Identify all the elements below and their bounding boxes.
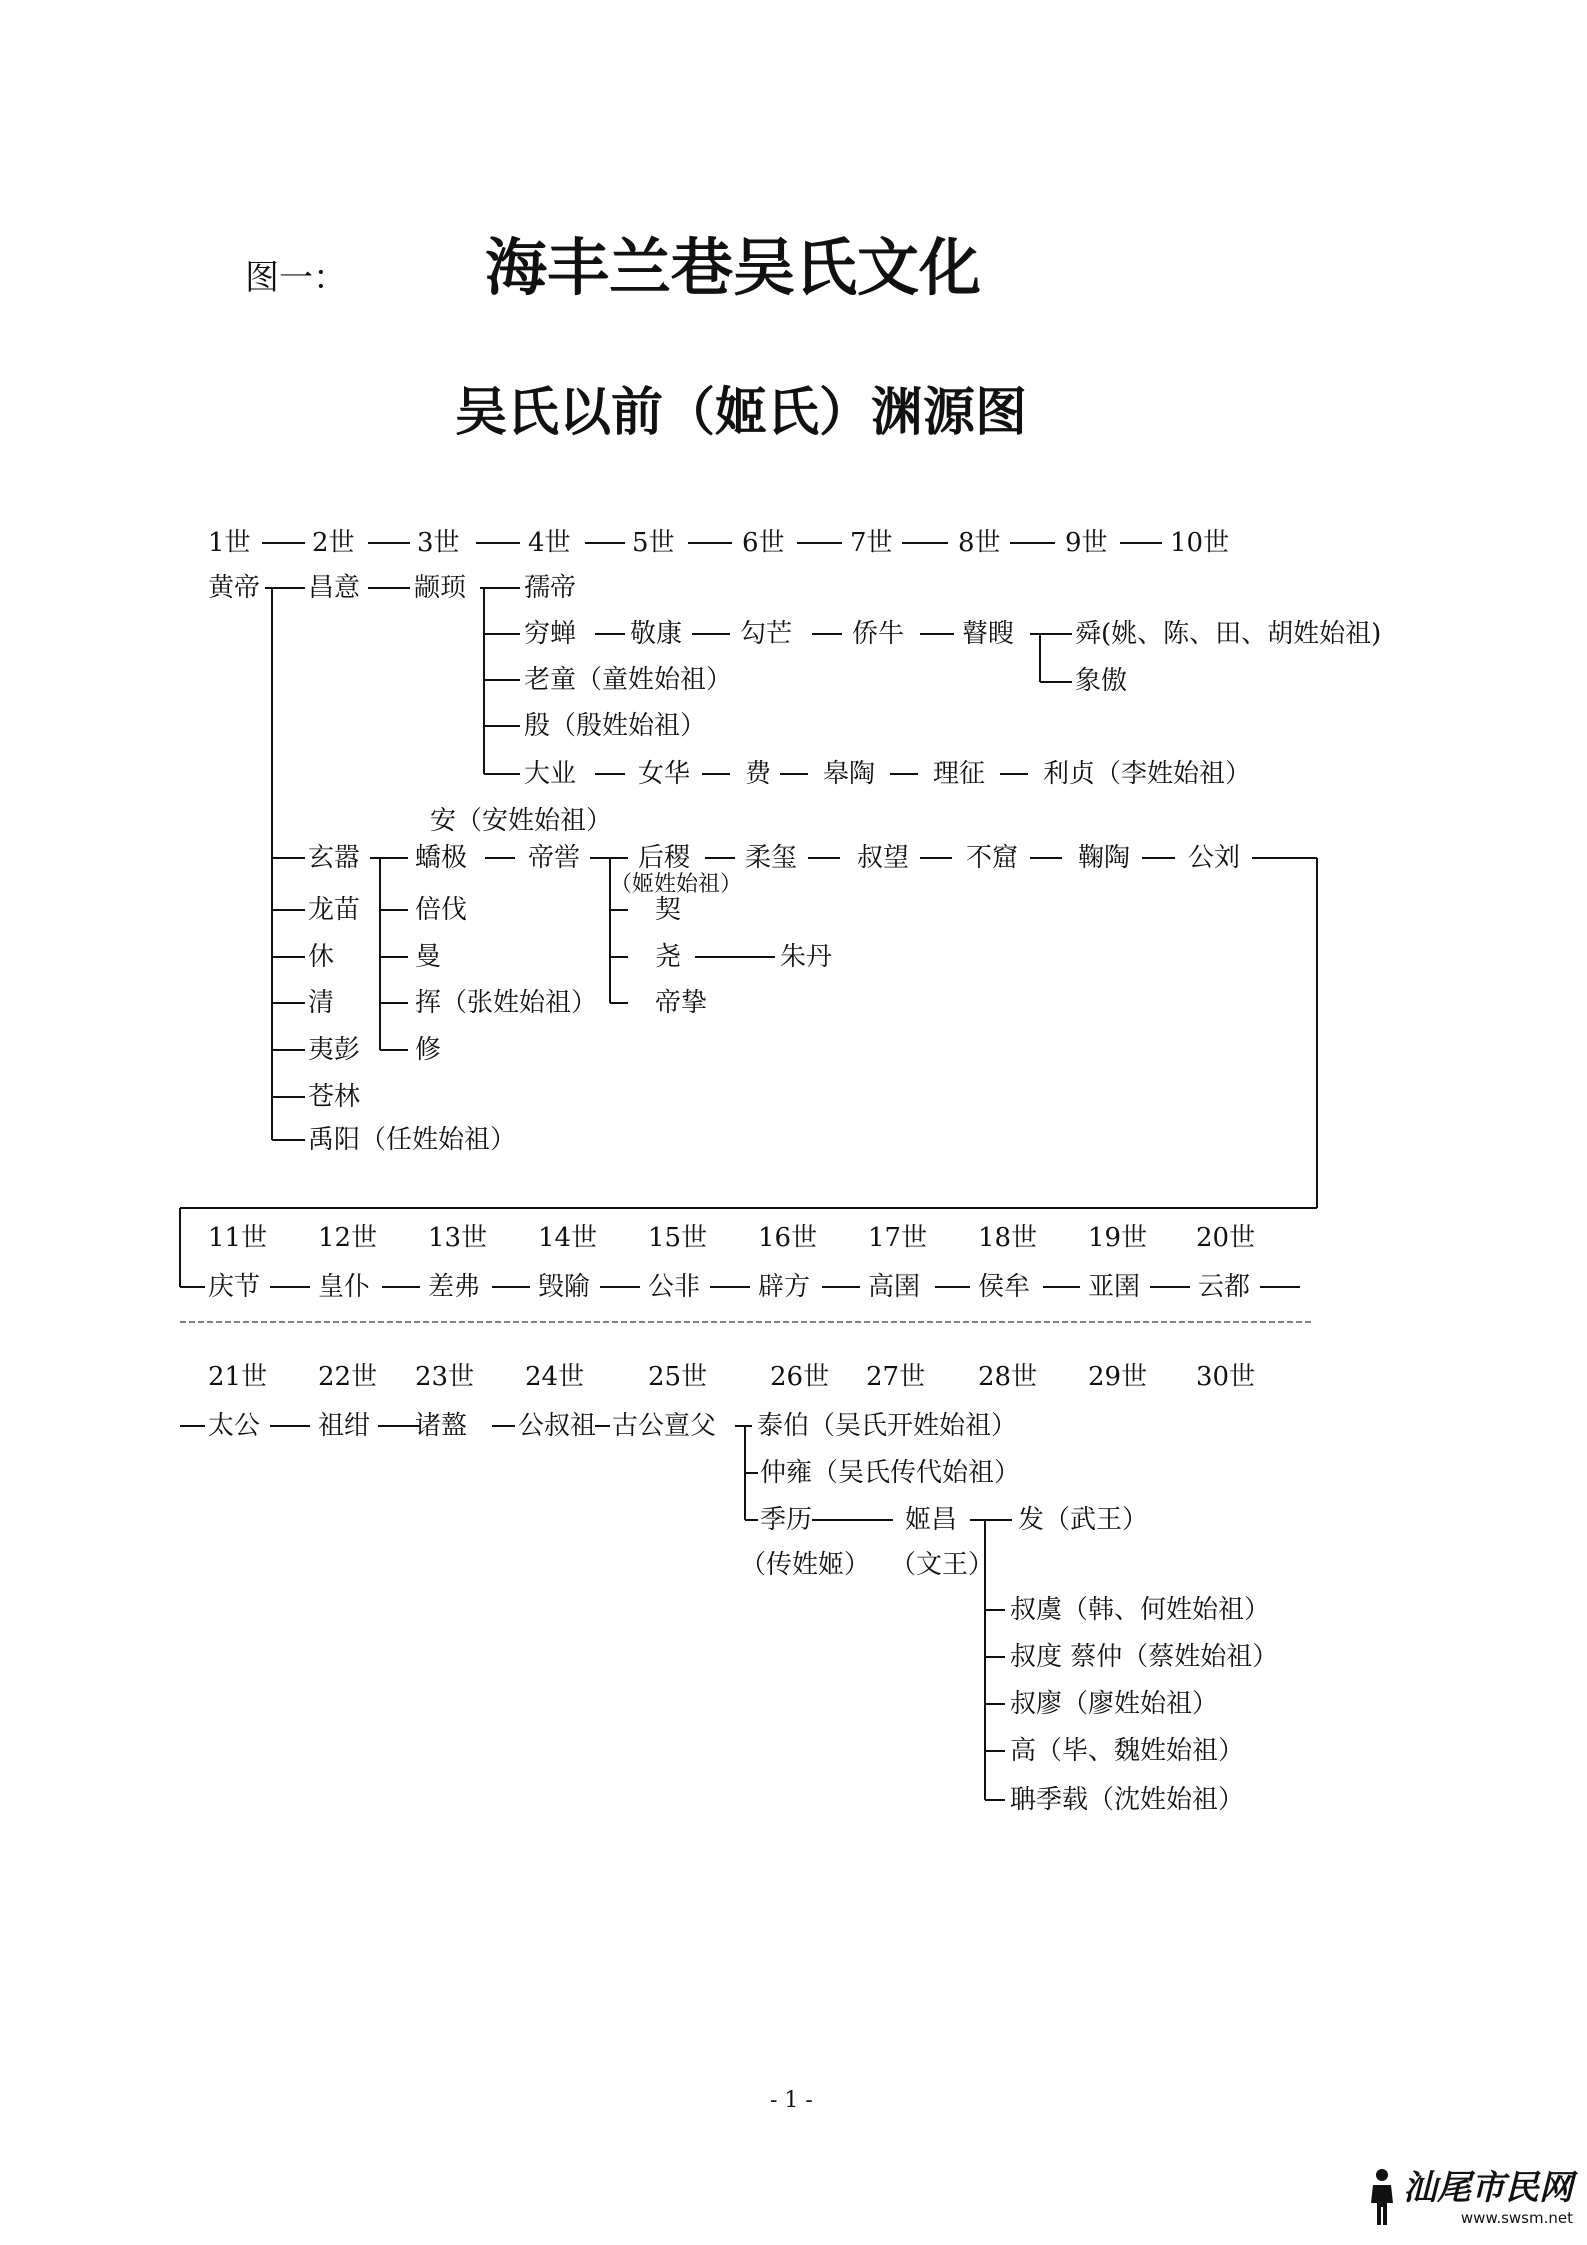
person-node: 庆节 [208, 1272, 261, 1302]
gen-label: 13世 [428, 1223, 488, 1253]
gen-label: 22世 [318, 1362, 378, 1392]
person-node: 帝挚 [655, 988, 708, 1018]
person-node: 费 [745, 759, 772, 789]
person-node: 公叔祖 [518, 1411, 597, 1441]
person-node: 挥（张姓始祖） [415, 988, 598, 1018]
person-node: 朱丹 [780, 942, 833, 972]
gen-label: 17世 [868, 1223, 928, 1253]
person-node: 侨牛 [852, 619, 905, 649]
gen-label: 11世 [208, 1223, 268, 1253]
gen-label: 14世 [538, 1223, 598, 1253]
gen-label: 15世 [648, 1223, 708, 1253]
person-node: 勾芒 [740, 619, 793, 649]
gen-label: 9世 [1065, 528, 1108, 558]
person-node: 敬康 [630, 619, 683, 649]
person-node: 夷彭 [308, 1035, 361, 1065]
person-node: 亚圉 [1088, 1272, 1141, 1302]
figure-label: 图一： [245, 258, 347, 298]
person-node: 姬昌 [905, 1505, 958, 1535]
person-node: 云都 [1198, 1272, 1251, 1302]
person-node: 理征 [933, 759, 986, 789]
person-node: 帝喾 [528, 843, 581, 873]
person-node: 苍林 [308, 1082, 361, 1112]
person-node: 安（安姓始祖） [430, 806, 613, 836]
person-node: 尧 [655, 942, 682, 972]
person-node: 不窟 [966, 843, 1019, 873]
watermark [1365, 2160, 1573, 2227]
page-subtitle: 吴氏以前（姬氏）渊源图 [455, 383, 1028, 443]
gen-label: 3世 [417, 528, 460, 558]
person-node: 曼 [415, 942, 442, 972]
person-node: 侯牟 [978, 1272, 1031, 1302]
gen-label: 5世 [632, 528, 675, 558]
person-node: 女华 [638, 759, 691, 789]
gen-label: 4世 [528, 528, 571, 558]
person-node: 公刘 [1188, 843, 1241, 873]
person-node: 清 [308, 988, 335, 1018]
person-node: 孺帝 [524, 573, 577, 603]
person-node: 泰伯（吴氏开姓始祖） [757, 1411, 1018, 1441]
person-node: 仲雍（吴氏传代始祖） [760, 1458, 1021, 1488]
gen-label: 2世 [312, 528, 355, 558]
person-node: 舜(姚、陈、田、胡姓始祖) [1075, 619, 1382, 649]
person-node: 象傲 [1075, 666, 1128, 696]
person-node: 发（武王） [1018, 1505, 1149, 1535]
person-node: 古公亶父 [612, 1411, 717, 1441]
gen-label: 23世 [415, 1362, 475, 1392]
gen-label: 18世 [978, 1223, 1038, 1253]
person-node: 鞠陶 [1078, 843, 1131, 873]
person-node: 叔廖（廖姓始祖） [1010, 1689, 1219, 1719]
gen-label: 8世 [958, 528, 1001, 558]
person-note: （姬姓始祖） [610, 872, 743, 897]
gen-label: 25世 [648, 1362, 708, 1392]
person-node: 柔玺 [745, 843, 798, 873]
person-note: （传姓姬） [740, 1550, 871, 1580]
person-node: 黄帝 [208, 573, 261, 603]
person-node: 季历 [760, 1505, 813, 1535]
person-node: 颛顼 [414, 573, 467, 603]
person-node: 昌意 [308, 573, 361, 603]
gen-label: 6世 [742, 528, 785, 558]
gen-label: 16世 [758, 1223, 818, 1253]
person-node: 辟方 [758, 1272, 811, 1302]
person-node: 修 [415, 1035, 442, 1065]
person-node: 契 [655, 895, 682, 925]
person-node: 毁隃 [538, 1272, 591, 1302]
person-node: 差弗 [428, 1272, 481, 1302]
person-node: 利贞（李姓始祖） [1043, 759, 1252, 789]
gen-label: 24世 [525, 1362, 585, 1392]
gen-label: 27世 [866, 1362, 926, 1392]
person-node: 皇仆 [318, 1272, 371, 1302]
person-node: 高圉 [868, 1272, 921, 1302]
person-node: 禹阳（任姓始祖） [308, 1125, 517, 1155]
gen-label: 29世 [1088, 1362, 1148, 1392]
person-node: 后稷 [638, 843, 691, 873]
person-node: 蟜极 [415, 843, 468, 873]
person-node: 倍伐 [415, 895, 468, 925]
person-node: 公非 [648, 1272, 701, 1302]
watermark-name: 汕尾市民网 [1403, 2168, 1573, 2208]
person-node: 太公 [208, 1411, 261, 1441]
person-node: 诸盩 [415, 1411, 468, 1441]
watermark-url: www.swsm.net [1460, 2209, 1573, 2227]
person-silhouette-icon [1365, 2167, 1399, 2227]
page-title: 海丰兰巷吴氏文化 [485, 231, 982, 304]
gen-label: 20世 [1196, 1223, 1256, 1253]
gen-label: 1世 [208, 528, 251, 558]
gen-label: 10世 [1170, 528, 1230, 558]
gen-label: 26世 [770, 1362, 830, 1392]
gen-label: 30世 [1196, 1362, 1256, 1392]
person-node: 高（毕、魏姓始祖） [1010, 1736, 1245, 1766]
person-node: 瞽瞍 [962, 619, 1015, 649]
person-node: 祖绀 [318, 1411, 371, 1441]
person-node: 大业 [524, 759, 577, 789]
person-node: 殷（殷姓始祖） [524, 711, 707, 741]
person-node: 休 [308, 942, 335, 972]
person-node: 叔度 蔡仲（蔡姓始祖） [1010, 1642, 1279, 1672]
person-node: 龙苗 [308, 895, 361, 925]
gen-label: 21世 [208, 1362, 268, 1392]
person-node: 皋陶 [823, 759, 876, 789]
gen-label: 12世 [318, 1223, 378, 1253]
person-node: 老童（童姓始祖） [524, 665, 733, 695]
gen-label: 19世 [1088, 1223, 1148, 1253]
person-note: （文王） [890, 1550, 995, 1580]
person-node: 叔望 [857, 843, 910, 873]
person-node: 聃季载（沈姓始祖） [1010, 1785, 1245, 1815]
gen-label: 7世 [850, 528, 893, 558]
page-number: - 1 - [770, 2088, 813, 2113]
person-node: 玄嚣 [308, 843, 361, 873]
gen-label: 28世 [978, 1362, 1038, 1392]
person-node: 穷蝉 [524, 619, 577, 649]
person-node: 叔虞（韩、何姓始祖） [1010, 1595, 1271, 1625]
